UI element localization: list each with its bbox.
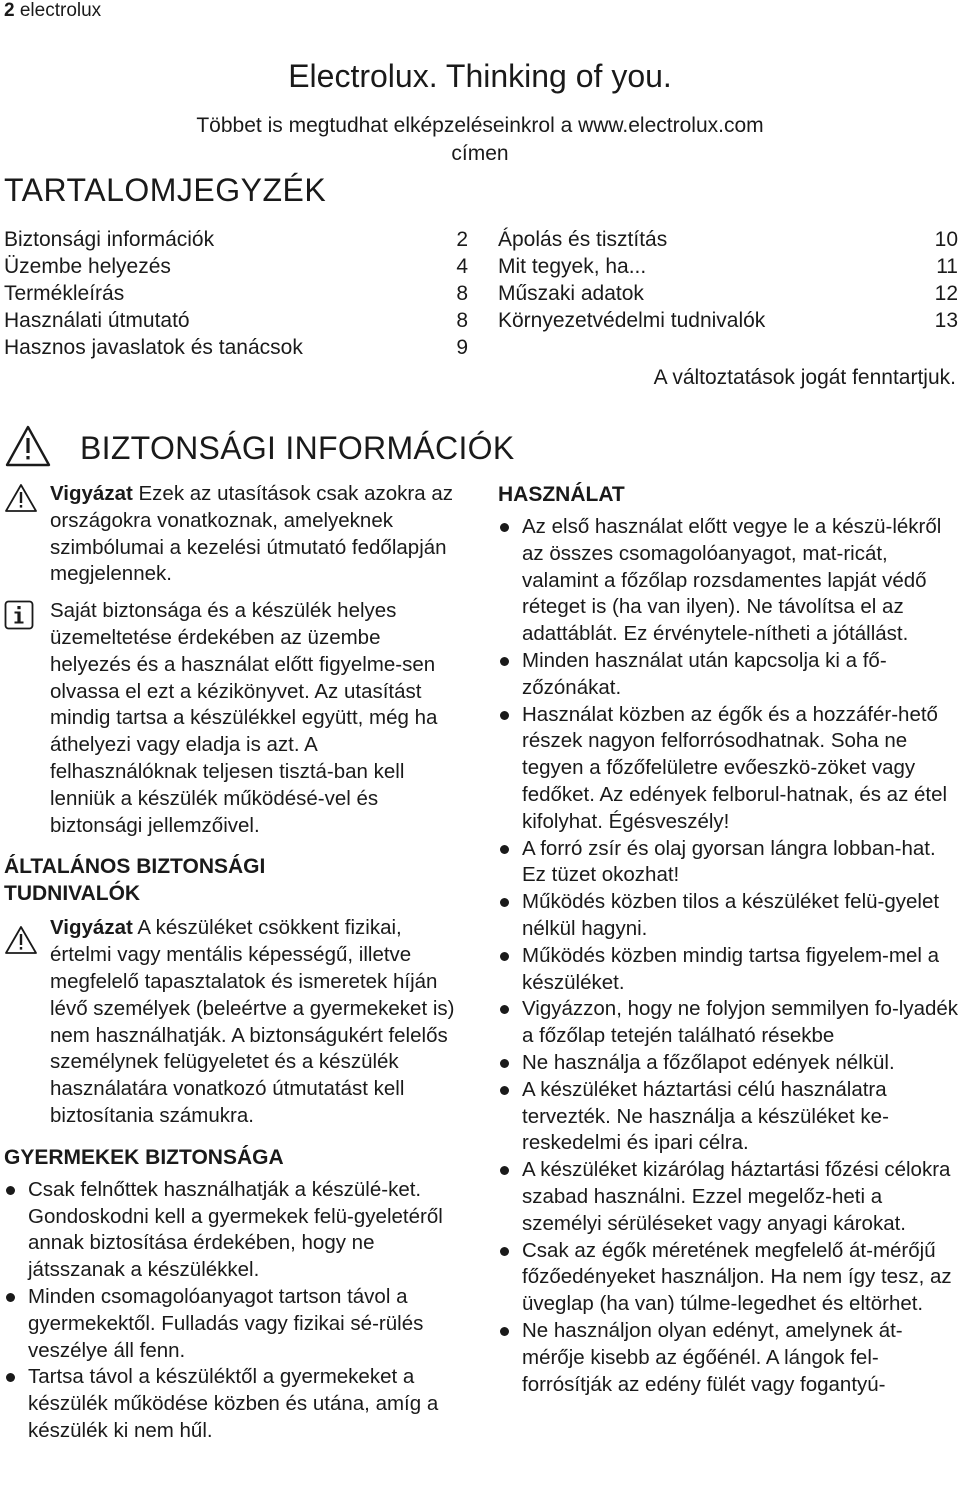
list-item: Ne használjon olyan edényt, amelynek át-mérője kisebb az égőénél. A lángok fel-forrósítják az edény fülét vagy fogantyú- [498,1318,960,1398]
warning-triangle-icon [4,925,38,955]
list-item: Minden csomagolóanyagot tartson távol a gyermekektől. Fulladás vagy fizikai sé-rülés veszélye áll fenn. [4,1284,464,1364]
more-info [0,112,960,168]
left-column [4,481,464,1445]
list-item: Csak felnőttek használhatják a készülé-ket. Gondoskodni kell a gyermekek felü-gyeletéről annak biztosítása érdekében, hogy ne játsszanak a készülékkel. [4,1177,464,1284]
right-column [498,481,960,1398]
usage-heading: HASZNÁLAT [498,483,625,506]
tagline [0,58,960,95]
warning-triangle-icon [4,483,38,513]
list-item: Az első használat előtt vegye le a készü-lékről az összes csomagolóanyagot, mat-ricát, valamint a főzőlap rozsdamentes lapját védő réteget is (ha van ilyen). Ne távolítsa el az adattáblát. Ez érvénytele-nítheti a jótállást. [498,514,960,648]
list-item: Vigyázzon, hogy ne folyjon semmilyen fo-lyadék a főzőlap tetején található résekbe [498,996,960,1050]
list-item: A forró zsír és olaj gyorsan lángra lobban-hat. Ez tüzet okozhat! [498,836,960,890]
list-item: Működés közben mindig tartsa figyelem-mel a készüléket. [498,943,960,997]
toc-entry[interactable]: Mit tegyek, ha... 11 [498,255,958,278]
toc-entry[interactable]: Használati útmutató 8 [4,309,468,332]
list-item: Használat közben az égők és a hozzáfér-hető részek nagyon felforrósodhatnak. Soha ne tegyen a főzőfelületre evőeszkö-zöket vagy fedőket. Az edények felborul-hatnak, és az étel kifolyhat. Égésveszély! [498,702,960,836]
usage-list [498,514,960,1398]
list-item: Csak az égők méretének megfelelő át-mérőjű főzőedényeket használjon. Ha nem így tesz, az üveglap (ha van) túlme-legedhet és eltörhet. [498,1238,960,1318]
toc-entry[interactable]: Környezetvédelmi tudnivalók 13 [498,309,958,332]
toc-title: TARTALOMJEGYZÉK [4,172,327,208]
toc-entry[interactable]: Termékleírás 8 [4,282,468,305]
toc-entry[interactable]: Üzembe helyezés 4 [4,255,468,278]
warning-text: A készüléket csökkent fizikai, értelmi vagy mentális képességű, illetve megfelelő tapasztalatok és ismeretek híján lévő személyek (beleértve a gyermekeket is) nem használhatják. A biztonságukért felelős személynek felügyeletet és a készülék használatára vonatkozó útmutatást kell biztosítania számukra. [50,916,455,1127]
list-item: A készüléket háztartási célú használatra tervezték. Ne használja a készüléket ke-reskedelmi és ipari célra. [498,1077,960,1157]
page-header [4,0,101,22]
tagline-text: Electrolux. Thinking of you. [288,58,672,94]
warning-text: Ezek az utasítások csak azokra az országokra vonatkoznak, amelyeknek szimbólumai a kezelési útmutató fedőlapján megjelennek. [50,482,453,586]
warning-label: Vigyázat [50,916,133,940]
info-note [4,598,464,839]
page-number: 2 [4,0,15,21]
brand-name: electrolux [19,0,102,21]
more-info-line2: címen [451,142,509,165]
info-icon [4,600,34,630]
warning-label: Vigyázat [50,482,133,505]
toc-entry[interactable]: Műszaki adatok 12 [498,282,958,305]
section-title: BIZTONSÁGI INFORMÁCIÓK [80,430,515,466]
info-text: Saját biztonsága és a készülék helyes üzemeltetése érdekében az üzembe helyezés és a használat előtt figyelme-sen olvassa el ezt a kézikönyvet. Az utasítást mindig tartsa a készülékkel együtt, még ha áthelyezi vagy eladja is azt. A felhasználóknak teljesen tisztá-ban kell lenniük a készülék működésé-vel és biztonsági jellemzőivel. [50,599,438,837]
list-item: Minden használat után kapcsolja ki a fő-zőzónákat. [498,648,960,702]
list-item: Tartsa távol a készüléktől a gyermekeket a készülék működése közben és utána, amíg a készülék ki nem hűl. [4,1364,464,1444]
toc-left-column [4,226,468,361]
warning-triangle-icon [4,424,52,468]
toc-entry[interactable]: Biztonsági információk 2 [4,228,468,251]
warning-note [4,481,464,588]
toc-entry[interactable]: Hasznos javaslatok és tanácsok 9 [4,336,468,359]
children-safety-list [4,1177,464,1445]
toc-right-column [498,226,958,334]
more-info-line1: Többet is megtudhat elképzeléseinkrol a www.electrolux.com [196,114,764,137]
list-item: Működés közben tilos a készüléket felü-gyelet nélkül hagyni. [498,889,960,943]
list-item: A készüléket kizárólag háztartási főzési célokra szabad használni. Ezzel megelőz-heti a személyi sérüléseket vagy anyagi károkat. [498,1157,960,1237]
toc-entry[interactable]: Ápolás és tisztítás 10 [498,228,958,251]
warning-note [4,915,464,1129]
general-safety-heading: ÁLTALÁNOS BIZTONSÁGI TUDNIVALÓK [4,855,266,906]
rights-reserved-note: A változtatások jogát fenntartjuk. [653,366,956,389]
list-item: Ne használja a főzőlapot edények nélkül. [498,1050,960,1077]
children-safety-heading: GYERMEKEK BIZTONSÁGA [4,1145,284,1169]
